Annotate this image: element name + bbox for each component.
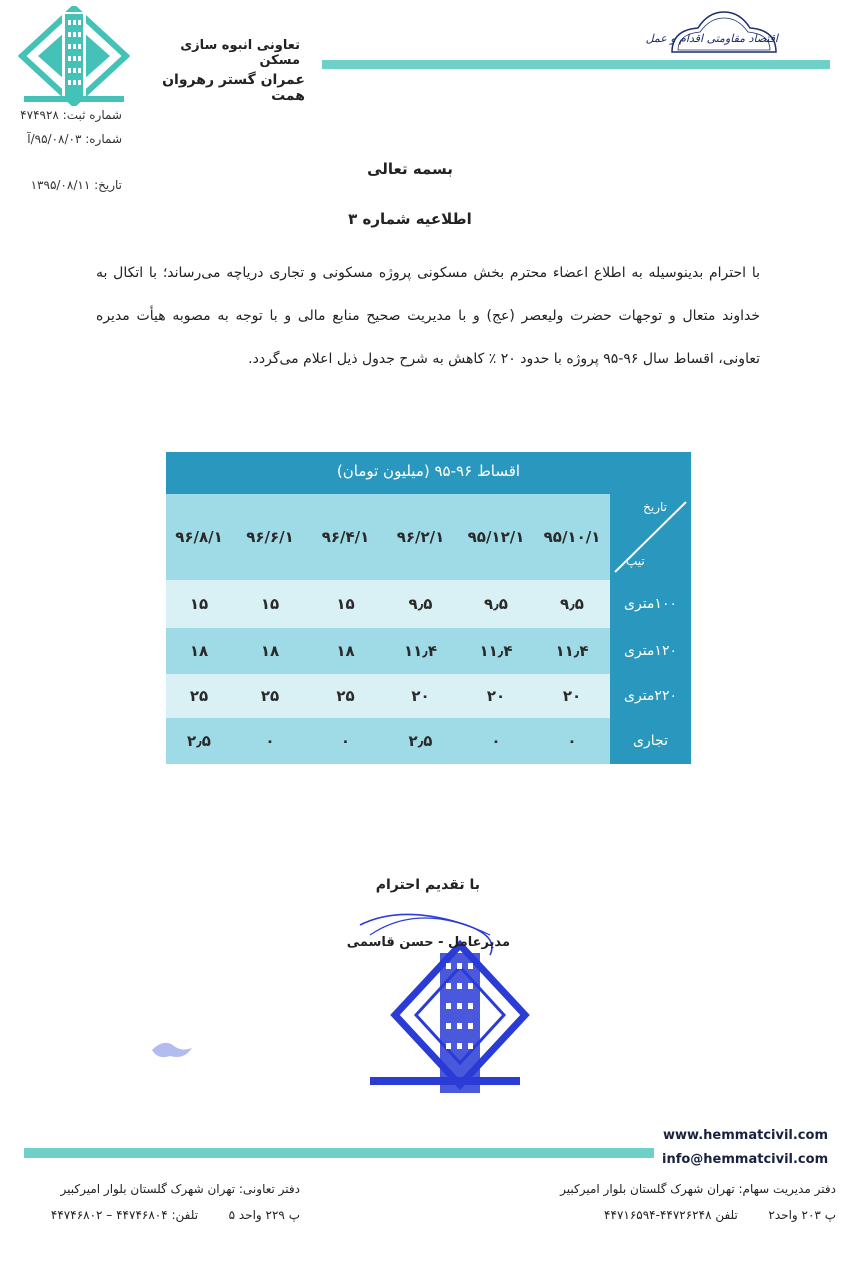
org-subtitle: عمران گستر رهروان همت <box>162 72 305 104</box>
header-date: ۹۵/۱۲/۱ <box>467 528 525 546</box>
slogan-emblem <box>645 8 784 56</box>
coop-office-contact <box>32 1208 300 1222</box>
closing-text: با تقدیم احترام <box>375 877 480 893</box>
email-link[interactable]: info@hemmatcivil.com <box>662 1152 829 1167</box>
shares-office-unit: پ ۲۰۳ واحد۲ <box>768 1208 836 1222</box>
coop-office-phone: تلفن: ۴۴۷۴۶۸۰۴ – ۴۴۷۴۶۸۰۲ <box>50 1208 199 1222</box>
table-header-row <box>166 494 691 580</box>
letter-date: تاریخ: ۱۳۹۵/۰۸/۱۱ <box>30 178 122 192</box>
website-link[interactable]: www.hemmatcivil.com <box>663 1128 828 1143</box>
table-cell: ۱۵ <box>260 595 280 613</box>
table-row <box>166 628 691 674</box>
table-cell: ۹٫۵ <box>408 595 433 613</box>
table-cell: ۲۵ <box>260 687 280 705</box>
ink-mark <box>148 1030 196 1064</box>
table-row <box>166 580 691 628</box>
header-date: ۹۶/۲/۱ <box>396 528 445 546</box>
table-cell: ۱۸ <box>336 642 355 660</box>
slogan-text: اقتصاد مقاومتی اقدام و عمل <box>645 32 778 45</box>
footer-rule <box>24 1148 654 1158</box>
table-title: اقساط ۹۶-۹۵ (میلیون تومان) <box>166 452 691 494</box>
header-date: ۹۶/۸/۱ <box>175 528 223 546</box>
header-date: ۹۵/۱۰/۱ <box>543 528 601 546</box>
table-cell: ۰ <box>340 732 351 750</box>
table-cell: ۹٫۵ <box>484 595 508 613</box>
table-cell: ۰ <box>265 732 275 750</box>
table-cell: ۲۵ <box>336 687 355 705</box>
notice-title: اطلاعیه شماره ۳ <box>348 210 472 228</box>
table-row <box>166 718 691 764</box>
notice-body: با احترام بدینوسیله به اطلاع اعضاء محترم بخش مسکونی پروژه مسکونی و تجاری دریاچه می‌رساند؛ با اتکال به خداوند متعال و توجهات حضرت ولیعصر (عج) و با مدیریت صحیح منابع مالی و با توجه به مصوبه هیأت مدیره تعاونی، اقساط سال ۹۶-۹۵ پروژه با حدود ۲۰ ٪ کاهش به شرح جدول ذیل اعلام می‌گردد. <box>96 265 760 367</box>
table-row <box>166 674 691 718</box>
header-date: ۹۶/۶/۱ <box>246 528 294 546</box>
installments-table <box>166 452 691 764</box>
table-cell: ۱۸ <box>189 642 209 660</box>
letter-number: شماره: ۹۵/۰۸/۰۳/آ <box>27 132 122 146</box>
table-cell: ۲۰ <box>411 687 430 705</box>
table-cell: ۲۵ <box>189 687 209 705</box>
signer-name: مدیرعامل - حسن قاسمی <box>346 935 510 950</box>
header-rule <box>322 60 830 69</box>
table-cell: ۹٫۵ <box>560 595 584 613</box>
table-cell: ۲٫۵ <box>187 732 211 750</box>
corner-type-label: تیپ <box>626 554 645 568</box>
row-label: تجاری <box>610 718 691 764</box>
coop-office-unit: پ ۲۲۹ واحد ۵ <box>228 1208 300 1222</box>
table-cell: ۱۵ <box>189 595 209 613</box>
bismillah: بسمه تعالی <box>367 160 453 178</box>
org-title: تعاونی انبوه سازی مسکن <box>180 38 300 68</box>
corner-date-label: تاریخ <box>643 500 667 514</box>
table-cell: ۲٫۵ <box>408 732 433 750</box>
shares-office-address: دفتر مدیریت سهام: تهران شهرک گلستان بلوار امیرکبیر <box>560 1182 836 1196</box>
table-cell: ۱۸ <box>260 642 280 660</box>
table-cell: ۰ <box>491 732 501 750</box>
coop-office-address: دفتر تعاونی: تهران شهرک گلستان بلوار امیرکبیر <box>60 1182 300 1196</box>
shares-office-contact <box>604 1208 836 1222</box>
table-cell: ۱۵ <box>336 595 355 613</box>
table-corner <box>610 494 691 580</box>
cooperative-logo <box>18 6 130 106</box>
table-cell: ۲۰ <box>562 687 582 705</box>
header-date: ۹۶/۴/۱ <box>321 528 370 546</box>
row-label: ۲۲۰متری <box>610 674 691 718</box>
table-cell: ۰ <box>567 732 577 750</box>
table-cell: ۱۱٫۴ <box>555 642 589 660</box>
row-label: ۱۰۰متری <box>610 580 691 628</box>
table-cell: ۲۰ <box>486 687 506 705</box>
table-cell: ۱۱٫۴ <box>479 642 513 660</box>
table-cell: ۱۱٫۴ <box>403 642 438 660</box>
row-label: ۱۲۰متری <box>610 628 691 674</box>
shares-office-phone: تلفن ۴۴۷۲۶۲۴۸-۴۴۷۱۶۵۹۴ <box>604 1208 738 1222</box>
registration-number: شماره ثبت: ۴۷۴۹۲۸ <box>20 108 122 122</box>
